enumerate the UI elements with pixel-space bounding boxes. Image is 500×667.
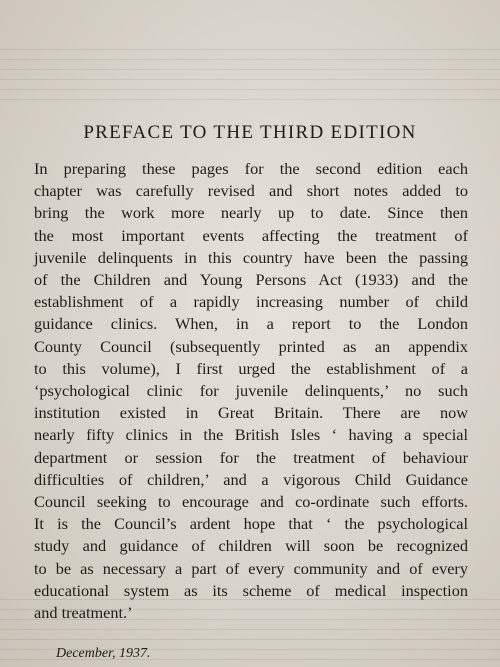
paragraph-line: study and guidance of children will soon be recognized (34, 536, 468, 556)
paragraph-line: to this volume), I first urged the establishment of a (34, 358, 468, 378)
paragraph-line: bring the work more nearly up to date. Since then (34, 203, 468, 223)
preface-date: December, 1937. (56, 646, 151, 661)
paragraph-line: juvenile delinquents in this country have been the passing (34, 247, 468, 267)
paragraph-line: nearly fifty clinics in the British Isles ‘ having a special (34, 425, 468, 445)
paragraph-line: department or session for the treatment of behaviour (34, 447, 468, 467)
bleed-through-text-top (0, 40, 500, 100)
preface-heading: PREFACE TO THE THIRD EDITION (83, 122, 417, 143)
paragraph-line: educational system as its scheme of medical inspection (34, 580, 468, 600)
paragraph-line: chapter was carefully revised and short notes added to (34, 181, 468, 201)
paragraph-line: difficulties of children,’ and a vigorous Child Guidance (34, 469, 468, 489)
paragraph-line: ‘psychological clinic for juvenile delinquents,’ no such (34, 381, 468, 401)
paragraph-line: County Council (subsequently printed as an appendix (34, 336, 468, 356)
paragraph-line: In preparing these pages for the second edition each (34, 159, 468, 178)
bleed-through-text-bottom (0, 590, 500, 660)
paragraph-line: It is the Council’s ardent hope that ‘ the psychological (34, 514, 468, 534)
paragraph-line: of the Children and Young Persons Act (1933) and the (34, 270, 468, 290)
paragraph-line: establishment of a rapidly increasing number of child (34, 292, 468, 312)
paragraph-line: and treatment.’ (34, 603, 133, 623)
preface-paragraph (34, 158, 468, 624)
paragraph-line: institution existed in Great Britain. There are now (34, 403, 468, 423)
paragraph-line: the most important events affecting the treatment of (34, 225, 468, 245)
paragraph-line: guidance clinics. When, in a report to the London (34, 314, 468, 334)
paragraph-line: to be as necessary a part of every community and of every (34, 558, 468, 578)
paragraph-line: Council seeking to encourage and co-ordinate such efforts. (34, 492, 468, 512)
